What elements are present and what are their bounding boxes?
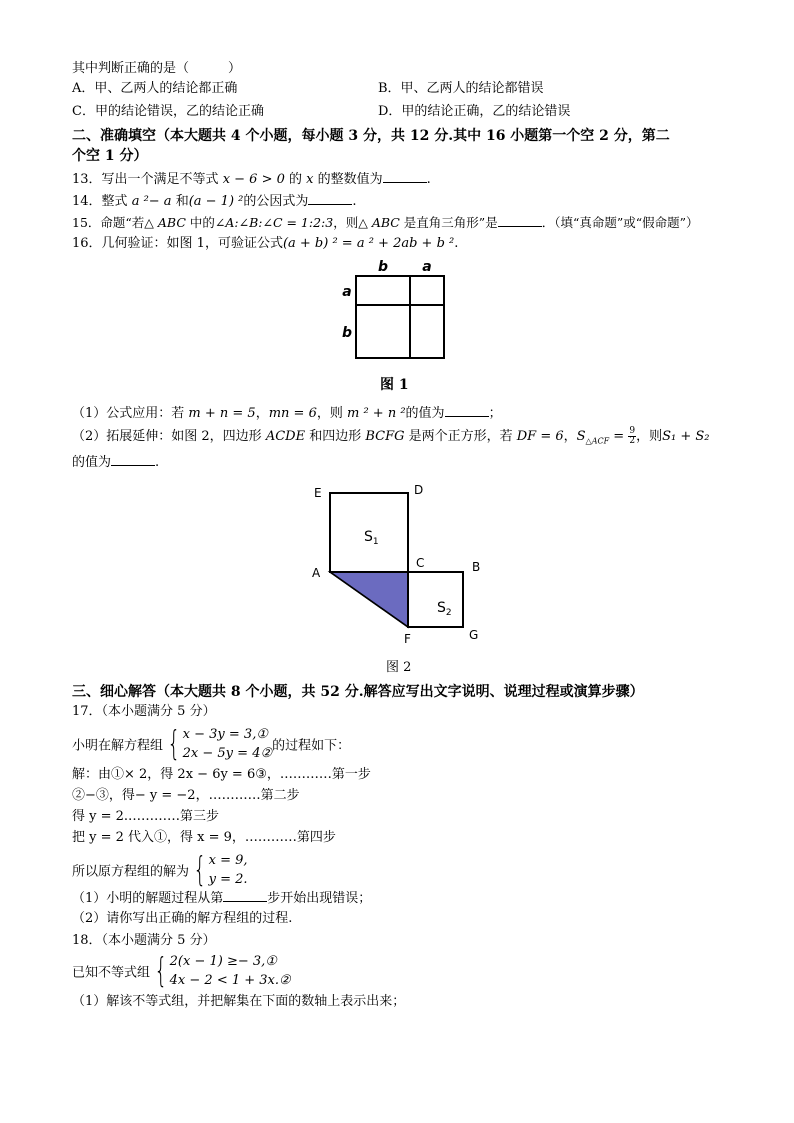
- question-15: 15．命题“若△ ABC 中的∠A:∠B:∠C = 1:2:3，则△ ABC 是直角三角形”是 ．（填“真命题”或“假命题”）: [72, 215, 699, 230]
- fig2-label-a: A: [312, 566, 321, 580]
- answer-blank: [223, 888, 267, 902]
- section2-heading-line1: 二、准确填空（本大题共 4 个小题，每小题 3 分，共 12 分.其中 16 小题第一个空 2 分，第二: [72, 128, 670, 144]
- fig1-label-top-a: a: [422, 259, 432, 275]
- fig1-label-top-b: b: [377, 259, 389, 275]
- question-17-part1: （1）小明的解题过程从第 步开始出现错误；: [72, 888, 371, 908]
- figure-2: [300, 478, 500, 648]
- question-17-step3: 得 y = 2.…………第三步: [72, 809, 220, 824]
- fig2-label-d: D: [414, 483, 424, 497]
- answer-blank: [383, 169, 427, 183]
- question-16-part1: （1）公式应用：若 m + n = 5，mn = 6，则 m ² + n ²的值为 ；: [72, 403, 502, 423]
- answer-blank: [111, 452, 155, 466]
- q12-option-d: D．甲的结论正确，乙的结论错误: [378, 104, 571, 119]
- q12-stem: 其中判断正确的是（ ）: [72, 61, 242, 76]
- fig1-outer-square: [356, 276, 444, 358]
- section3-heading: 三、细心解答（本大题共 8 个小题，共 52 分.解答应写出文字说明、说理过程或演算步骤）: [72, 684, 644, 700]
- question-16: 16．几何验证：如图 1，可验证公式(a + b) ² = a ² + 2ab + b ².: [72, 236, 459, 251]
- question-18-intro: 已知不等式组 { 2(x − 1) ≥− 3,① 4x − 2 < 1 + 3x.②: [72, 951, 291, 991]
- question-16-part2: （2）拓展延伸：如图 2，四边形 ACDE 和四边形 BCFG 是两个正方形，若 DF = 6，$S_{\triangle ACF}$ = $\frac{9}{2}$ ，则S₁ + S₂: [72, 426, 710, 446]
- figure-1: [330, 256, 460, 396]
- fig2-label-s1: $S_1$: [364, 529, 379, 547]
- fig2-square-bcfg: [408, 572, 463, 627]
- fig2-label-b: B: [472, 560, 481, 574]
- question-17-header: 17．（本小题满分 5 分）: [72, 704, 216, 719]
- q12-option-c: C．甲的结论错误，乙的结论正确: [72, 104, 264, 119]
- question-17-intro: 小明在解方程组 { x − 3y = 3,① 2x − 5y = 4② 的过程如下：: [72, 724, 351, 764]
- fig2-caption: 图 2: [386, 660, 412, 675]
- q12-option-a: A．甲、乙两人的结论都正确: [72, 81, 238, 96]
- question-17-part2: （2）请你写出正确的解方程组的过程.: [72, 911, 293, 926]
- fig1-label-left-b: b: [341, 325, 353, 341]
- fig2-label-e: E: [314, 486, 322, 500]
- fig2-label-g: G: [469, 628, 479, 642]
- fig1-caption: 图 1: [380, 377, 409, 393]
- fig2-label-c: C: [416, 556, 425, 570]
- question-13: 13．写出一个满足不等式 x − 6 > 0 的 x 的整数值为 .: [72, 169, 431, 189]
- section2-heading-line2: 个空 1 分）: [72, 148, 148, 164]
- answer-blank: [308, 191, 352, 205]
- q12-option-b: B．甲、乙两人的结论都错误: [378, 81, 544, 96]
- question-17-step2: ②−③，得− y = −2，…………第二步: [72, 788, 300, 803]
- fraction: $\frac{9}{2}$: [629, 426, 636, 446]
- fig2-label-f: F: [404, 632, 411, 646]
- equation-system: x − 3y = 3,① 2x − 5y = 4②: [182, 727, 273, 761]
- question-14: 14．整式 a ²− a 和(a − 1) ²的公因式为 .: [72, 191, 357, 211]
- solution-system: x = 9, y = 2.: [208, 853, 248, 887]
- fig1-label-left-a: a: [342, 284, 352, 300]
- question-18-part1: （1）解该不等式组，并把解集在下面的数轴上表示出来；: [72, 994, 406, 1009]
- question-17-step1: 解：由①× 2，得 2x − 6y = 6③，…………第一步: [72, 767, 371, 782]
- question-18-header: 18．（本小题满分 5 分）: [72, 933, 216, 948]
- inequality-system: 2(x − 1) ≥− 3,① 4x − 2 < 1 + 3x.②: [169, 954, 291, 988]
- answer-blank: [445, 403, 489, 417]
- question-17-solution: 所以原方程组的解为 { x = 9, y = 2.: [72, 850, 248, 890]
- fig2-label-s2: $S_2$: [437, 600, 452, 618]
- question-16-part2-line2: 的值为 .: [72, 452, 159, 472]
- question-17-step4: 把 y = 2 代入①，得 x = 9，…………第四步: [72, 830, 336, 845]
- answer-blank: [498, 213, 542, 227]
